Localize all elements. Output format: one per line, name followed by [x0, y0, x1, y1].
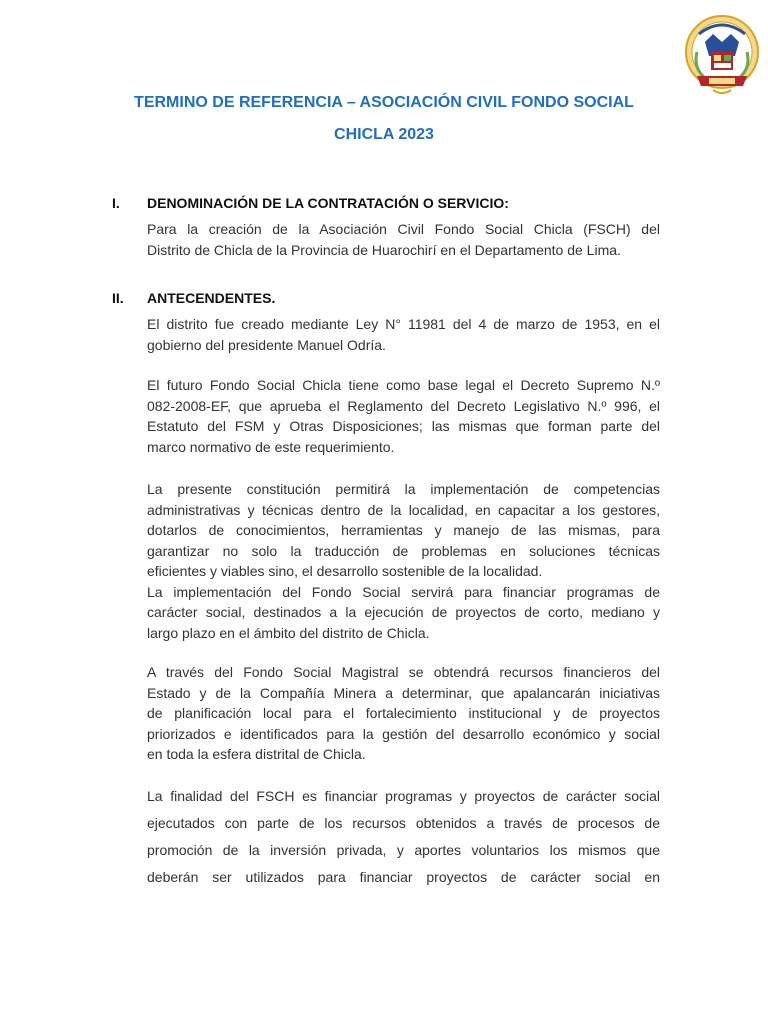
text-line: gobierno del presidente Manuel Odría.: [147, 336, 386, 353]
text-line: carácter social, destinados a la ejecución de proyectos de corto, mediano y: [147, 604, 660, 620]
text-line: en toda la esfera distrital de Chicla.: [147, 746, 366, 762]
section-2-paragraph-5: [147, 783, 660, 891]
text-line: El futuro Fondo Social Chicla tiene como base legal el Decreto Supremo N.º: [147, 377, 660, 393]
text-line: administrativas y técnicas dentro de la localidad, en capacitar a los gestores,: [147, 501, 660, 518]
text-line: garantizar no solo la traducción de problemas en soluciones técnicas: [147, 542, 660, 559]
text-line: La finalidad del FSCH es financiar programas y proyectos de carácter social: [147, 788, 660, 804]
text-line: largo plazo en el ámbito del distrito de Chicla.: [147, 624, 430, 641]
text-line: promoción de la inversión privada, y aportes voluntarios los mismos que: [147, 842, 660, 858]
text-line: dotarlos de conocimientos, herramientas y manejo de las mismas, para: [147, 522, 660, 538]
document-title-line-2: CHICLA 2023: [334, 126, 434, 143]
text-line: Estado y de la Compañía Minera a determinar, que apalancarán iniciativas: [147, 684, 660, 701]
section-2-paragraph-2: [147, 375, 660, 457]
section-1-number: I.: [112, 195, 120, 211]
text-line: La implementación del Fondo Social servirá para financiar programas de: [147, 583, 660, 600]
text-line: Distrito de Chicla de la Provincia de Huarochirí en el Departamento de Lima.: [147, 241, 621, 258]
text-line: marco normativo de este requerimiento.: [147, 438, 395, 455]
section-1-paragraph-1: [147, 219, 660, 260]
section-2-paragraph-1: [147, 314, 660, 355]
text-line: de planificación local para el fortalecimiento institucional y de proyectos: [147, 705, 660, 721]
text-line: eficientes y viables sino, el desarrollo sostenible de la localidad.: [147, 563, 543, 579]
text-line: La presente constitución permitirá la implementación de competencias: [147, 481, 660, 497]
text-line: ejecutados con parte de los recursos obtenidos a través de procesos de: [147, 815, 660, 831]
section-2-paragraph-3: [147, 479, 660, 643]
section-2-paragraph-4: [147, 662, 660, 765]
text-line: A través del Fondo Social Magistral se obtendrá recursos financieros del: [147, 664, 660, 680]
text-line: deberán ser utilizados para financiar proyectos de carácter social en: [147, 869, 660, 885]
section-2-heading: ANTECENDENTES.: [147, 290, 276, 306]
document-title-line-1: TERMINO DE REFERENCIA – ASOCIACIÓN CIVIL FONDO SOCIAL: [134, 94, 634, 111]
text-line: Para la creación de la Asociación Civil Fondo Social Chicla (FSCH) del: [147, 221, 660, 237]
text-line: Estatuto del FSM y Otras Disposiciones; las mismas que forman parte del: [147, 418, 660, 434]
text-line: El distrito fue creado mediante Ley N° 11981 del 4 de marzo de 1953, en el: [147, 316, 660, 332]
text-line: priorizados e identificados para la gestión del desarrollo económico y social: [147, 725, 660, 742]
municipal-seal-logo: [683, 12, 761, 102]
section-1-heading: DENOMINACIÓN DE LA CONTRATACIÓN O SERVICIO:: [147, 195, 509, 211]
section-2-number: II.: [112, 290, 124, 306]
text-line: 082-2008-EF, que aprueba el Reglamento del Decreto Legislativo N.º 996, el: [147, 397, 660, 414]
